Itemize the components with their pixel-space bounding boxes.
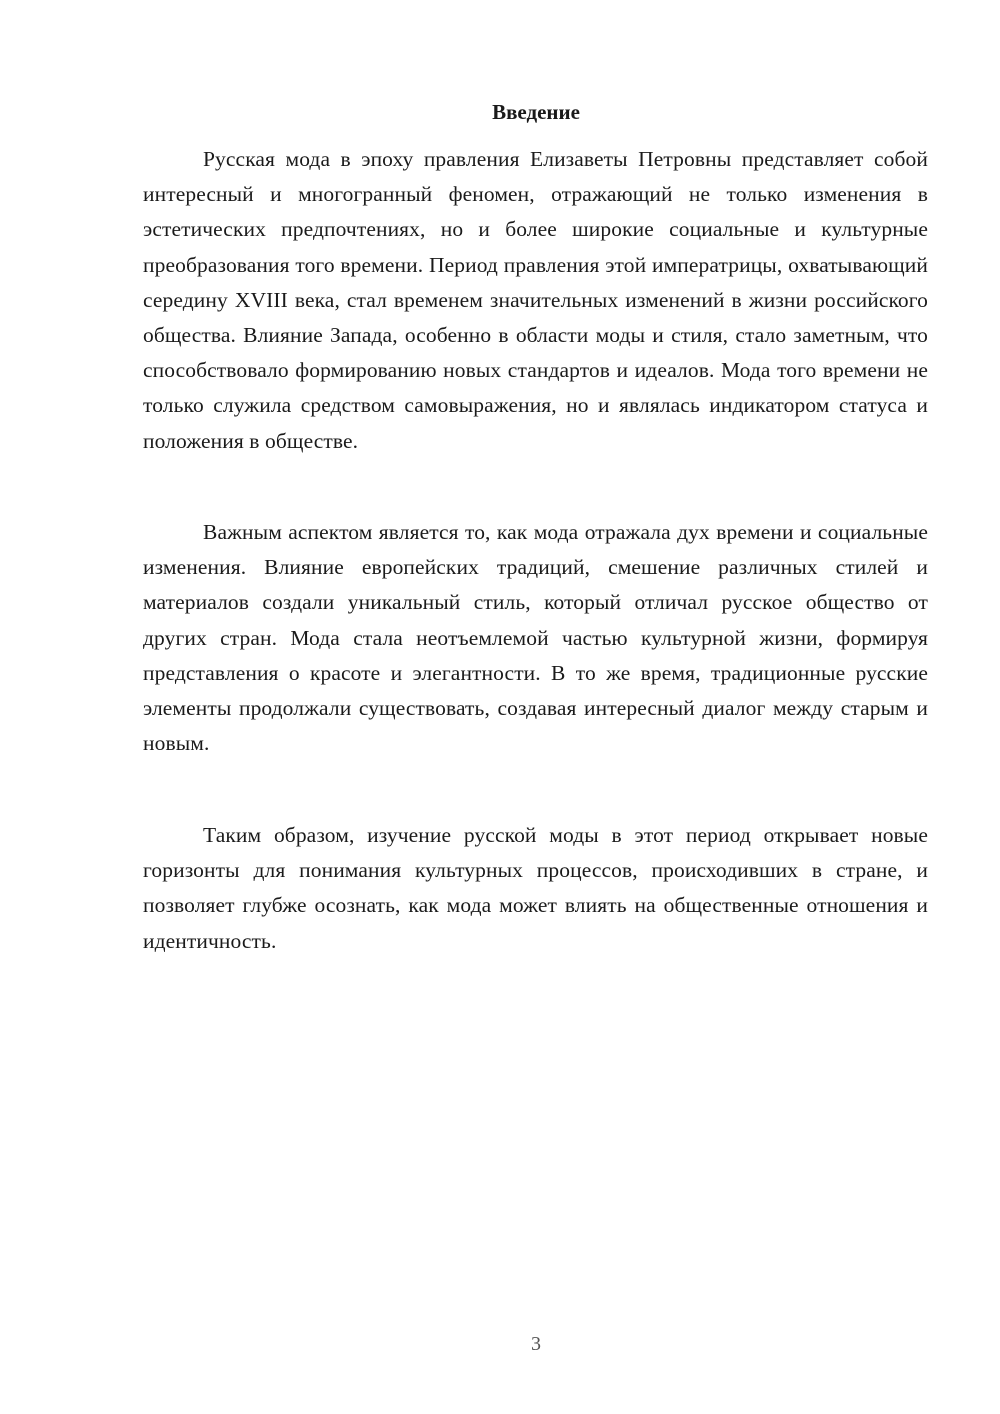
paragraph-1: Русская мода в эпоху правления Елизаветы Петровны представляет собой интересный и многогранный феномен, отражающий не только изменения в эстетических предпочтениях, но и более широкие социальные и культурные преобразования того времени. Период правления этой императрицы, охватывающий середину XVIII века, стал временем значительных изменений в жизни российского общества. Влияние Запада, особенно в области моды и стиля, стало заметным, что способствовало формированию новых стандартов и идеалов. Мода того времени не только служила средством самовыражения, но и являлась индикатором статуса и положения в обществе. — [143, 147, 928, 453]
section-title: Введение — [492, 100, 580, 124]
page-number: 3 — [531, 1333, 541, 1355]
paragraph-3: Таким образом, изучение русской моды в этот период открывает новые горизонты для понимания культурных процессов, происходивших в стране, и позволяет глубже осознать, как мода может влиять на общественные отношения и идентичность. — [143, 823, 928, 953]
paragraph-2: Важным аспектом является то, как мода отражала дух времени и социальные изменения. Влияние европейских традиций, смешение различных стилей и материалов создали уникальный стиль, который отличал русское общество от других стран. Мода стала неотъемлемой частью культурной жизни, формируя представления о красоте и элегантности. В то же время, традиционные русские элементы продолжали существовать, создавая интересный диалог между старым и новым. — [143, 520, 928, 756]
